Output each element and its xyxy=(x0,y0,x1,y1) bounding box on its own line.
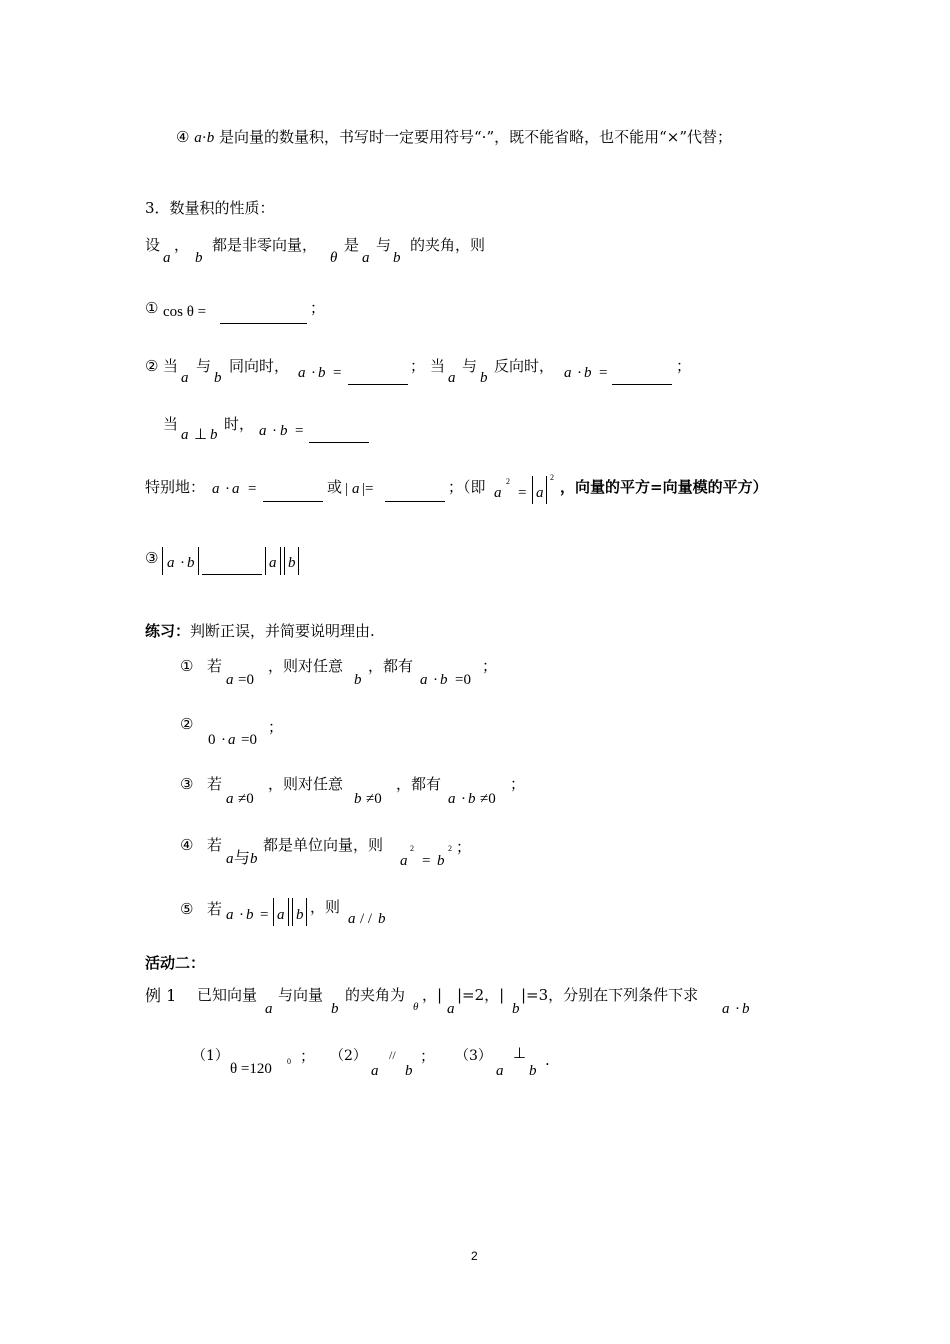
exponent-2: 2 xyxy=(448,844,452,853)
dot-operator: · xyxy=(201,130,207,146)
vector-b: b xyxy=(440,672,448,688)
exponent-2: 2 xyxy=(506,477,510,486)
abs-left: | xyxy=(345,481,349,497)
degree-mark: 0 xyxy=(287,1057,291,1066)
abs-bar xyxy=(265,547,266,575)
vector-b: b xyxy=(318,365,326,381)
vector-b: b xyxy=(296,907,304,923)
vector-b: b xyxy=(206,130,215,146)
circled-number: ② xyxy=(180,715,194,733)
special-label: 特别地： xyxy=(145,478,206,496)
cos-theta-eq: cos θ = xyxy=(163,304,207,320)
practice-text: 判断正误，并简要说明理由. xyxy=(190,622,375,640)
abs-bar xyxy=(292,898,293,926)
equals: = xyxy=(333,365,342,381)
zero: 0 xyxy=(208,732,216,748)
text-all-have: ，都有 xyxy=(396,775,442,793)
text-then: ，则 xyxy=(310,898,341,916)
text-mod-a: |=2，| xyxy=(457,986,505,1004)
vector-a: a xyxy=(448,791,456,807)
vector-a: a xyxy=(494,485,502,501)
vector-a: a xyxy=(564,365,572,381)
abs-bar xyxy=(288,898,289,926)
equals: = xyxy=(422,853,431,869)
vector-a: a xyxy=(226,791,234,807)
vector-b: b xyxy=(378,911,386,927)
equals-zero: =0 xyxy=(238,672,254,688)
answer-blank xyxy=(612,384,672,385)
vector-a: a xyxy=(232,481,240,497)
dot-operator: · xyxy=(433,672,438,688)
comma: ， xyxy=(174,236,190,254)
vector-a: a xyxy=(298,365,306,381)
vector-b: b xyxy=(393,250,401,266)
exponent-2: 2 xyxy=(550,473,554,482)
text-angle-is: 的夹角为 xyxy=(345,986,406,1004)
text-or: 或 xyxy=(327,478,343,496)
text-abs-open: ，| xyxy=(422,986,443,1004)
text-yu: 与 xyxy=(196,357,212,375)
abs-bar xyxy=(162,547,163,575)
case-3-label: （3） xyxy=(455,1048,492,1064)
vector-a: a xyxy=(163,250,171,266)
vector-b: b xyxy=(195,250,203,266)
activity-2-title: 活动二： xyxy=(145,954,206,972)
property-4-line xyxy=(176,130,732,146)
parallel-symbol: / / xyxy=(360,911,373,927)
vector-b: b xyxy=(210,427,218,443)
vector-a: a xyxy=(448,370,456,386)
vector-a: a xyxy=(194,130,202,146)
text-and-vector: 与向量 xyxy=(278,986,324,1004)
answer-blank xyxy=(309,442,369,443)
case-1-value: θ =120 xyxy=(230,1061,272,1077)
vector-b: b xyxy=(354,791,362,807)
vector-b: b xyxy=(354,672,362,688)
text-nonzero: 都是非零向量， xyxy=(212,236,318,254)
text-yu: 与 xyxy=(462,357,478,375)
semicolon: ； xyxy=(420,1047,436,1065)
vector-a: a xyxy=(400,853,408,869)
dot-operator: · xyxy=(311,365,316,381)
case-2-label: （2） xyxy=(330,1048,367,1064)
semicolon: ； xyxy=(310,299,326,317)
circled-number: ② xyxy=(145,357,159,375)
equals: = xyxy=(295,423,304,439)
vector-a: a xyxy=(212,481,220,497)
semicolon: ； xyxy=(510,775,526,793)
vector-b: b xyxy=(187,555,195,571)
text-for-any: ，则对任意 xyxy=(268,657,344,675)
abs-bar xyxy=(546,476,547,504)
abs-bar xyxy=(532,476,533,504)
page-number: 2 xyxy=(471,1249,478,1263)
abs-right-equals: |= xyxy=(362,481,374,497)
text-yu: 与 xyxy=(376,236,392,254)
vector-a: a xyxy=(259,423,267,439)
vector-b: b xyxy=(250,851,258,867)
vector-b: b xyxy=(280,423,288,439)
text-same-direction: 同向时， xyxy=(229,357,290,375)
exponent-2: 2 xyxy=(410,844,414,853)
vector-b: b xyxy=(480,370,488,386)
vector-a: a xyxy=(536,485,544,501)
text-dang: 当 xyxy=(163,357,179,375)
special-note: ，向量的平方=向量模的平方） xyxy=(560,478,768,496)
case-1-label: （1） xyxy=(192,1048,229,1064)
text-yu: 与 xyxy=(234,848,251,867)
abs-bar xyxy=(198,547,199,575)
text-ruo: 若 xyxy=(207,775,223,793)
dot-operator: · xyxy=(239,907,244,923)
semicolon: ； xyxy=(410,357,426,375)
vector-b: b xyxy=(584,365,592,381)
not-equal-zero: ≠0 xyxy=(480,791,496,807)
abs-bar xyxy=(284,547,285,575)
abs-bar xyxy=(306,898,307,926)
example-label: 例 1 xyxy=(145,986,177,1005)
abs-bar xyxy=(273,898,274,926)
vector-b: b xyxy=(437,853,445,869)
vector-b: b xyxy=(529,1063,537,1079)
not-equal-zero: ≠0 xyxy=(238,791,254,807)
dot-operator: · xyxy=(577,365,582,381)
vector-a: a xyxy=(352,481,360,497)
dot-operator: · xyxy=(735,1001,740,1017)
circled-number: ③ xyxy=(145,549,159,567)
vector-a: a xyxy=(420,672,428,688)
vector-a: a xyxy=(226,672,234,688)
circled-number: ① xyxy=(180,657,194,675)
dot-operator: · xyxy=(461,791,466,807)
equals: = xyxy=(248,481,257,497)
vector-a: a xyxy=(265,1001,273,1017)
semicolon: ； xyxy=(482,657,498,675)
answer-blank xyxy=(202,574,262,575)
vector-b: b xyxy=(468,791,476,807)
circled-number: ① xyxy=(145,299,159,317)
vector-a: a xyxy=(181,427,189,443)
vector-a: a xyxy=(226,907,234,923)
practice-label: 练习： xyxy=(145,622,191,640)
dot-operator: · xyxy=(180,555,185,571)
vector-a: a xyxy=(447,1001,455,1017)
answer-blank xyxy=(348,384,408,385)
vector-a: a xyxy=(228,732,236,748)
text-mod-b-find: |=3，分别在下列条件下求 xyxy=(521,986,699,1004)
vector-a: a xyxy=(277,907,285,923)
vector-b: b xyxy=(512,1001,520,1017)
equals: = xyxy=(599,365,608,381)
circled-number: ③ xyxy=(180,775,194,793)
circled-number: ④ xyxy=(176,128,190,146)
dot-operator: · xyxy=(225,481,230,497)
vector-a: a xyxy=(362,250,370,266)
equals: = xyxy=(518,485,527,501)
answer-blank xyxy=(385,501,445,502)
property-4-text: 是向量的数量积，书写时一定要用符号“·”，既不能省略，也不能用“×”代替； xyxy=(219,128,733,146)
text-ruo: 若 xyxy=(207,900,223,918)
text-all-have: ，都有 xyxy=(368,657,414,675)
period: . xyxy=(545,1051,550,1069)
section-3-title: 3．数量积的性质： xyxy=(145,199,275,217)
theta-symbol: θ xyxy=(413,1001,419,1013)
theta-symbol: θ xyxy=(330,250,338,266)
answer-blank xyxy=(220,323,307,324)
vector-a: a xyxy=(269,555,277,571)
practice-line xyxy=(145,624,375,639)
vector-a: a xyxy=(226,851,234,867)
vector-b: b xyxy=(214,370,222,386)
semicolon: ； xyxy=(676,357,692,375)
abs-bar xyxy=(298,547,299,575)
equals: = xyxy=(260,907,269,923)
abs-bar xyxy=(280,547,281,575)
not-equal-zero: ≠0 xyxy=(366,791,382,807)
semicolon-paren: ；（即 xyxy=(448,478,486,496)
text-for-any: ，则对任意 xyxy=(268,775,344,793)
dot-operator: · xyxy=(221,732,226,748)
vector-a: a xyxy=(371,1063,379,1079)
vector-a: a xyxy=(167,555,175,571)
equals-zero: =0 xyxy=(241,732,257,748)
answer-blank xyxy=(263,501,323,502)
text-dang: 当 xyxy=(430,357,446,375)
text-ruo: 若 xyxy=(207,836,223,854)
parallel-symbol: // xyxy=(389,1048,396,1062)
dot-operator: · xyxy=(272,423,277,439)
vector-b: b xyxy=(742,1001,750,1017)
text-she: 设 xyxy=(145,236,161,254)
vector-a: a xyxy=(181,370,189,386)
vector-a: a xyxy=(722,1001,730,1017)
semicolon: ； xyxy=(268,718,284,736)
semicolon: ； xyxy=(456,838,472,856)
semicolon: ； xyxy=(300,1047,316,1065)
text-dang: 当 xyxy=(163,415,179,433)
vector-b: b xyxy=(331,1001,339,1017)
perp-symbol: ⊥ xyxy=(194,427,208,443)
vector-b: b xyxy=(405,1063,413,1079)
equals-zero: =0 xyxy=(455,672,471,688)
vector-a: a xyxy=(496,1063,504,1079)
vector-b: b xyxy=(246,907,254,923)
text-angle: 的夹角，则 xyxy=(410,236,486,254)
text-shi: 是 xyxy=(344,236,360,254)
text-known-vector: 已知向量 xyxy=(197,986,258,1004)
text-ruo: 若 xyxy=(207,657,223,675)
perp-symbol: ⊥ xyxy=(513,1046,527,1062)
vector-a: a xyxy=(348,911,356,927)
text-shi: 时， xyxy=(224,415,255,433)
circled-number: ⑤ xyxy=(180,900,194,918)
text-unit-vectors: 都是单位向量，则 xyxy=(263,836,384,854)
vector-b: b xyxy=(288,555,296,571)
text-opposite-direction: 反向时， xyxy=(494,357,555,375)
circled-number: ④ xyxy=(180,836,194,854)
